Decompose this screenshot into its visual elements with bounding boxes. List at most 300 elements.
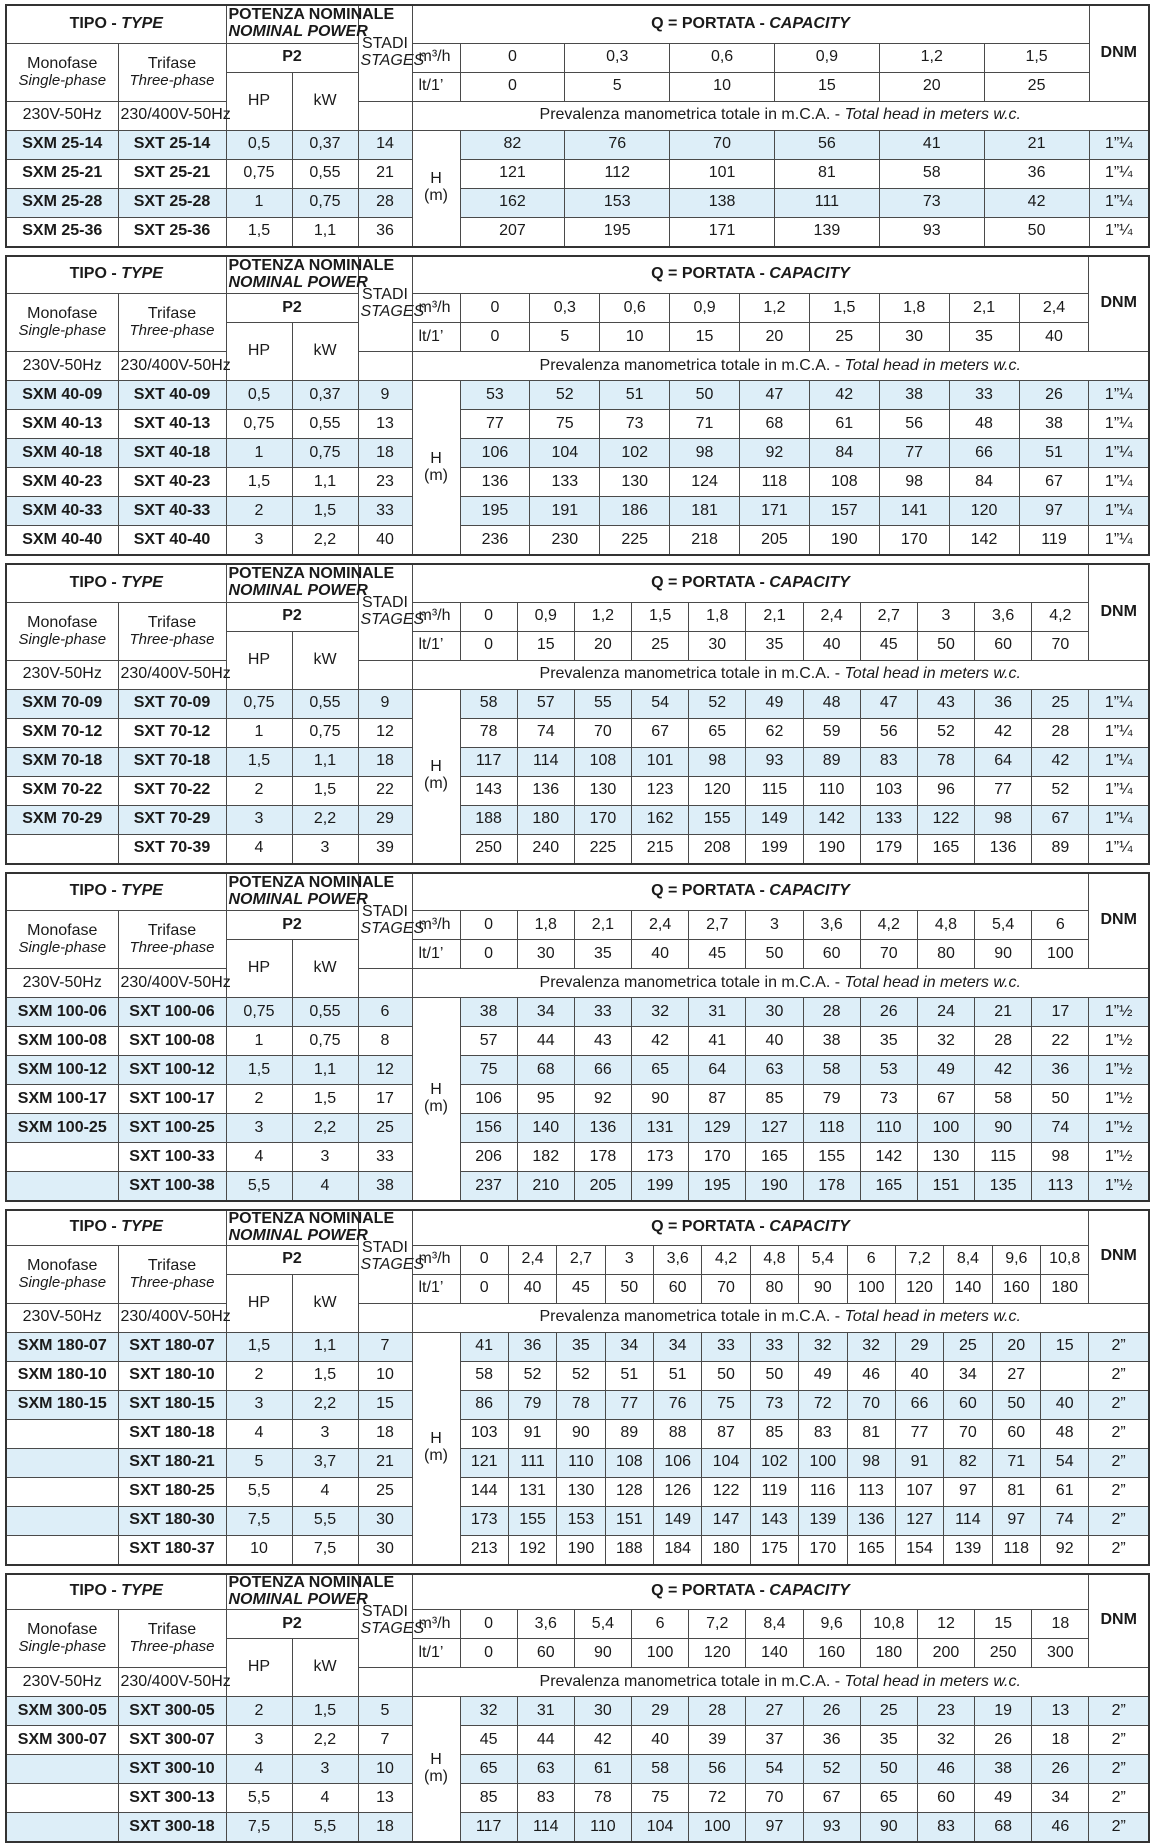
head-value: 98 (975, 805, 1032, 834)
hp-header: HP (226, 940, 292, 998)
table-row (6, 1027, 1149, 1056)
table-row (6, 1172, 1149, 1202)
flow-m3h-value: 4,2 (860, 911, 917, 940)
dnm-value: 1”¼ (1089, 217, 1149, 247)
capacity-it: Q = PORTATA (651, 1218, 755, 1236)
table-row (6, 1390, 1149, 1419)
trifase-header (118, 43, 226, 101)
hp-header: HP (226, 631, 292, 689)
head-value: 89 (1032, 834, 1089, 864)
head-value: 171 (670, 217, 775, 247)
model-trifase: SXT 70-12 (118, 718, 226, 747)
head-value: 25 (944, 1332, 992, 1361)
trifase-label: Trifase (147, 1621, 197, 1639)
head-value: 83 (517, 1784, 574, 1813)
head-value: 82 (944, 1448, 992, 1477)
head-value: 170 (689, 1143, 746, 1172)
power-hp: 4 (226, 1755, 292, 1784)
trifase-header (118, 1245, 226, 1303)
power-kw: 1,1 (292, 1056, 358, 1085)
header-row-voltage (6, 101, 1149, 130)
head-value: 42 (975, 718, 1032, 747)
head-value: 116 (799, 1477, 847, 1506)
stages-en: STAGES (360, 611, 425, 629)
head-axis-label (412, 689, 460, 864)
type-header-it: TIPO (69, 265, 107, 283)
flow-m3h-value: 4,2 (702, 1245, 750, 1274)
head-value: 56 (860, 718, 917, 747)
head-value: 114 (517, 747, 574, 776)
flow-lt-value: 60 (654, 1274, 702, 1303)
head-value: 51 (654, 1361, 702, 1390)
total-head-caption (412, 1668, 1149, 1697)
power-hp: 2 (226, 1085, 292, 1114)
total-head-caption (412, 101, 1149, 130)
flow-m3h-value: 0,9 (774, 43, 879, 72)
head-value: 131 (508, 1477, 556, 1506)
model-trifase: SXT 40-33 (118, 497, 226, 526)
stages-it: STADI (362, 285, 408, 303)
header-row-m3h (6, 1245, 1149, 1274)
power-kw: 1,5 (292, 497, 358, 526)
head-value: 97 (944, 1477, 992, 1506)
head-value: 182 (517, 1143, 574, 1172)
type-header-en: TYPE (121, 1582, 163, 1600)
three-phase-label: Three-phase (129, 939, 215, 957)
head-value: 173 (632, 1143, 689, 1172)
flow-m3h-value: 6 (1032, 911, 1089, 940)
head-value: 178 (574, 1143, 631, 1172)
stages-count: 25 (358, 1477, 412, 1506)
flow-lt-value: 45 (557, 1274, 605, 1303)
head-value: 46 (1032, 1813, 1089, 1843)
table-row (6, 834, 1149, 864)
head-value: 50 (992, 1390, 1040, 1419)
table-row (6, 1697, 1149, 1726)
head-value: 26 (1032, 1755, 1089, 1784)
flow-m3h-value: 8,4 (746, 1610, 803, 1639)
head-value: 13 (1032, 1697, 1089, 1726)
model-monofase: SXM 100-06 (6, 998, 118, 1027)
flow-m3h-value: 1,2 (574, 602, 631, 631)
head-value: 147 (702, 1506, 750, 1535)
head-value: 110 (574, 1813, 631, 1843)
head-value: 70 (746, 1784, 803, 1813)
model-trifase: SXT 180-15 (118, 1390, 226, 1419)
flow-lt-value: 15 (774, 72, 879, 101)
head-value: 77 (879, 439, 949, 468)
power-kw: 1,5 (292, 1361, 358, 1390)
head-value: 123 (632, 776, 689, 805)
table-row (6, 998, 1149, 1027)
head-value: 122 (917, 805, 974, 834)
head-value: 45 (460, 1726, 517, 1755)
model-monofase: SXM 100-17 (6, 1085, 118, 1114)
head-value: 52 (803, 1755, 860, 1784)
head-value: 52 (557, 1361, 605, 1390)
flow-lt-value: 100 (847, 1274, 895, 1303)
head-value: 52 (689, 689, 746, 718)
stages-it: STADI (362, 1239, 408, 1256)
model-monofase: SXM 300-07 (6, 1726, 118, 1755)
head-value: 170 (574, 805, 631, 834)
head-value: 130 (917, 1143, 974, 1172)
head-axis-label (412, 130, 460, 247)
head-value: 48 (949, 410, 1019, 439)
table-row (6, 188, 1149, 217)
dnm-header: DNM (1089, 564, 1149, 660)
head-value: 84 (949, 468, 1019, 497)
power-kw: 0,55 (292, 998, 358, 1027)
head-value: 199 (632, 1172, 689, 1202)
head-value: 67 (803, 1784, 860, 1813)
power-hp: 1,5 (226, 217, 292, 247)
flow-m3h-value: 2,4 (1019, 294, 1089, 323)
head-value: 52 (530, 381, 600, 410)
capacity-it: Q = PORTATA (651, 882, 755, 900)
model-monofase (6, 1755, 118, 1784)
type-header-en: TYPE (121, 265, 163, 283)
head-value: 79 (508, 1390, 556, 1419)
head-value: 37 (746, 1726, 803, 1755)
monofase-label: Monofase (27, 922, 98, 940)
flow-lt-value: 70 (702, 1274, 750, 1303)
table-row (6, 1726, 1149, 1755)
stages-count: 9 (358, 381, 412, 410)
dnm-value: 1”½ (1089, 1143, 1149, 1172)
performance-table (5, 4, 1150, 248)
head-value: 139 (799, 1506, 847, 1535)
m3h-unit: m³/h (412, 602, 460, 631)
header-row-type (6, 256, 1149, 294)
flow-lt-value: 0 (460, 72, 565, 101)
flow-m3h-value: 1,8 (879, 294, 949, 323)
voltage-tri: 230/400V-50Hz (118, 1303, 226, 1332)
flow-lt-value: 35 (746, 631, 803, 660)
head-h: H (430, 170, 442, 188)
flow-lt-value: 25 (984, 72, 1089, 101)
dnm-header: DNM (1089, 256, 1149, 352)
head-value: 237 (460, 1172, 517, 1202)
single-phase-label: Single-phase (18, 1638, 107, 1656)
model-monofase (6, 1143, 118, 1172)
head-value: 59 (803, 718, 860, 747)
head-value: 102 (750, 1448, 798, 1477)
head-value: 124 (670, 468, 740, 497)
flow-lt-value: 90 (799, 1274, 847, 1303)
monofase-label: Monofase (27, 305, 98, 323)
model-monofase: SXM 25-36 (6, 217, 118, 247)
flow-m3h-value: 2,1 (574, 911, 631, 940)
total-head-dash: - (834, 106, 841, 124)
head-value: 50 (750, 1361, 798, 1390)
head-value: 15 (1041, 1332, 1089, 1361)
head-value: 32 (917, 1027, 974, 1056)
head-value: 49 (975, 1784, 1032, 1813)
flow-m3h-value: 5,4 (799, 1245, 847, 1274)
flow-m3h-value: 0,9 (670, 294, 740, 323)
head-value: 40 (1041, 1390, 1089, 1419)
power-kw: 0,75 (292, 439, 358, 468)
flow-m3h-value: 9,6 (992, 1245, 1040, 1274)
voltage-tri: 230/400V-50Hz (118, 352, 226, 381)
dnm-value: 1”½ (1089, 1085, 1149, 1114)
flow-m3h-value: 3,6 (654, 1245, 702, 1274)
power-hp: 1,5 (226, 1332, 292, 1361)
head-value: 65 (460, 1755, 517, 1784)
model-monofase (6, 1448, 118, 1477)
voltage-mono: 230V-50Hz (6, 660, 118, 689)
p2-header: P2 (226, 294, 358, 323)
head-value: 60 (992, 1419, 1040, 1448)
dnm-value: 2” (1089, 1448, 1149, 1477)
flow-lt-value: 140 (944, 1274, 992, 1303)
stages-count: 7 (358, 1332, 412, 1361)
head-value: 66 (949, 439, 1019, 468)
head-value: 208 (689, 834, 746, 864)
performance-table (5, 255, 1150, 557)
table-row (6, 439, 1149, 468)
table-row (6, 776, 1149, 805)
head-value: 76 (565, 130, 670, 159)
nominal-power-header (226, 1210, 395, 1245)
head-value: 90 (860, 1813, 917, 1843)
head-value: 98 (847, 1448, 895, 1477)
flow-lt-value: 20 (879, 72, 984, 101)
head-value: 143 (750, 1506, 798, 1535)
head-value: 43 (574, 1027, 631, 1056)
head-value: 53 (460, 381, 530, 410)
head-axis-label (412, 998, 460, 1202)
capacity-header (412, 1574, 1089, 1610)
power-hp: 7,5 (226, 1813, 292, 1843)
head-value: 19 (975, 1697, 1032, 1726)
head-value: 225 (574, 834, 631, 864)
header-row-voltage (6, 660, 1149, 689)
head-value: 68 (740, 410, 810, 439)
power-hp: 1,5 (226, 1056, 292, 1085)
power-kw: 4 (292, 1477, 358, 1506)
table-row (6, 747, 1149, 776)
nominal-power-header (226, 5, 395, 43)
capacity-en: CAPACITY (769, 265, 850, 283)
head-value: 73 (879, 188, 984, 217)
head-value: 154 (895, 1535, 943, 1565)
dnm-value: 2” (1089, 1755, 1149, 1784)
flow-lt-value: 40 (508, 1274, 556, 1303)
stages-count: 9 (358, 689, 412, 718)
table-row (6, 1535, 1149, 1565)
head-value: 121 (460, 1448, 508, 1477)
head-value: 36 (803, 1726, 860, 1755)
head-m: (m) (424, 466, 448, 484)
dnm-value: 1”¼ (1089, 468, 1149, 497)
flow-m3h-value: 10,8 (1041, 1245, 1089, 1274)
head-value: 25 (860, 1697, 917, 1726)
capacity-en: CAPACITY (769, 14, 850, 32)
type-header-dash: - (111, 1218, 117, 1236)
type-header-dash: - (111, 14, 117, 32)
head-value: 113 (847, 1477, 895, 1506)
head-value: 35 (860, 1027, 917, 1056)
head-value: 43 (917, 689, 974, 718)
head-value: 118 (803, 1114, 860, 1143)
head-value: 38 (803, 1027, 860, 1056)
head-value: 40 (632, 1726, 689, 1755)
nominal-power-it: POTENZA NOMINALE (228, 873, 395, 891)
head-value: 139 (774, 217, 879, 247)
head-value: 18 (1032, 1726, 1089, 1755)
stages-count: 13 (358, 1784, 412, 1813)
hp-header: HP (226, 1274, 292, 1332)
power-hp: 1 (226, 439, 292, 468)
head-value: 33 (574, 998, 631, 1027)
head-value: 34 (654, 1332, 702, 1361)
head-value: 205 (574, 1172, 631, 1202)
stages-count: 10 (358, 1361, 412, 1390)
flow-lt-value: 25 (809, 323, 879, 352)
head-value: 206 (460, 1143, 517, 1172)
capacity-it: Q = PORTATA (651, 573, 755, 591)
head-value: 67 (1019, 468, 1089, 497)
head-value: 156 (460, 1114, 517, 1143)
model-monofase: SXM 100-12 (6, 1056, 118, 1085)
power-kw: 3 (292, 834, 358, 864)
head-value: 115 (746, 776, 803, 805)
head-value: 81 (774, 159, 879, 188)
head-value: 70 (574, 718, 631, 747)
head-value: 149 (746, 805, 803, 834)
head-value: 68 (517, 1056, 574, 1085)
head-value: 26 (975, 1726, 1032, 1755)
power-kw: 1,1 (292, 1332, 358, 1361)
table-row (6, 689, 1149, 718)
performance-table (5, 1573, 1150, 1843)
power-hp: 4 (226, 1419, 292, 1448)
flow-m3h-value: 0,3 (530, 294, 600, 323)
single-phase-label: Single-phase (18, 630, 107, 648)
head-value: 98 (1032, 1143, 1089, 1172)
model-monofase (6, 834, 118, 864)
dnm-value: 1”½ (1089, 998, 1149, 1027)
table-row (6, 1056, 1149, 1085)
head-value: 151 (917, 1172, 974, 1202)
flow-m3h-value: 2,7 (557, 1245, 605, 1274)
kw-header: kW (292, 72, 358, 130)
power-kw: 0,75 (292, 718, 358, 747)
power-hp: 7,5 (226, 1506, 292, 1535)
flow-lt-value: 120 (895, 1274, 943, 1303)
model-monofase: SXM 100-25 (6, 1114, 118, 1143)
head-value: 57 (460, 1027, 517, 1056)
head-value: 111 (774, 188, 879, 217)
flow-m3h-value: 2,1 (746, 602, 803, 631)
total-head-caption (412, 969, 1149, 998)
stages-count: 18 (358, 747, 412, 776)
type-header-it: TIPO (69, 1218, 107, 1236)
table-row (6, 217, 1149, 247)
head-value: 181 (670, 497, 740, 526)
model-monofase: SXM 40-09 (6, 381, 118, 410)
power-kw: 3 (292, 1755, 358, 1784)
trifase-header (118, 911, 226, 969)
flow-m3h-value: 9,6 (803, 1610, 860, 1639)
power-kw: 3 (292, 1419, 358, 1448)
flow-lt-value: 160 (803, 1639, 860, 1668)
nominal-power-en: NOMINAL POWER (228, 273, 368, 291)
flow-m3h-value: 6 (632, 1610, 689, 1639)
single-phase-label: Single-phase (18, 322, 107, 340)
total-head-it: Prevalenza manometrica totale in m.C.A. (539, 356, 831, 374)
model-monofase: SXM 100-08 (6, 1027, 118, 1056)
head-value: 60 (944, 1390, 992, 1419)
model-trifase: SXT 180-30 (118, 1506, 226, 1535)
nominal-power-header (226, 873, 395, 911)
capacity-header (412, 564, 1089, 602)
flow-lt-value: 100 (1032, 940, 1089, 969)
flow-m3h-value: 3,6 (517, 1610, 574, 1639)
head-value: 178 (803, 1172, 860, 1202)
head-value: 36 (984, 159, 1089, 188)
head-value: 135 (975, 1172, 1032, 1202)
dnm-header: DNM (1089, 1210, 1149, 1303)
head-value: 51 (605, 1361, 653, 1390)
head-value: 78 (574, 1784, 631, 1813)
head-h: H (430, 1430, 442, 1448)
head-value: 87 (702, 1419, 750, 1448)
head-value: 67 (917, 1085, 974, 1114)
head-value: 77 (975, 776, 1032, 805)
flow-lt-value: 30 (689, 631, 746, 660)
performance-table (5, 872, 1150, 1203)
type-header (6, 256, 226, 294)
model-trifase: SXT 100-33 (118, 1143, 226, 1172)
head-value: 48 (1041, 1419, 1089, 1448)
power-hp: 0,75 (226, 410, 292, 439)
stages-count: 22 (358, 776, 412, 805)
model-trifase: SXT 70-09 (118, 689, 226, 718)
voltage-mono: 230V-50Hz (6, 969, 118, 998)
total-head-en: Total head in meters w.c. (844, 106, 1021, 124)
type-header-en: TYPE (121, 573, 163, 591)
head-value: 133 (860, 805, 917, 834)
header-row-m3h (6, 294, 1149, 323)
stages-count: 33 (358, 497, 412, 526)
stages-count: 18 (358, 439, 412, 468)
flow-m3h-value: 1,8 (689, 602, 746, 631)
table-row (6, 805, 1149, 834)
head-value: 139 (944, 1535, 992, 1565)
head-value: 66 (574, 1056, 631, 1085)
head-value: 33 (750, 1332, 798, 1361)
head-value: 33 (949, 381, 1019, 410)
flow-lt-value: 250 (975, 1639, 1032, 1668)
flow-lt-value: 15 (517, 631, 574, 660)
flow-m3h-value: 2,1 (949, 294, 1019, 323)
dnm-value: 2” (1089, 1419, 1149, 1448)
head-value: 73 (600, 410, 670, 439)
power-hp: 2 (226, 1697, 292, 1726)
head-value: 83 (860, 747, 917, 776)
model-trifase: SXT 180-07 (118, 1332, 226, 1361)
head-value: 21 (984, 130, 1089, 159)
head-value: 89 (605, 1419, 653, 1448)
head-value: 58 (460, 689, 517, 718)
head-value: 21 (975, 998, 1032, 1027)
capacity-it: Q = PORTATA (651, 1582, 755, 1600)
head-value: 205 (740, 526, 810, 556)
head-value: 188 (460, 805, 517, 834)
